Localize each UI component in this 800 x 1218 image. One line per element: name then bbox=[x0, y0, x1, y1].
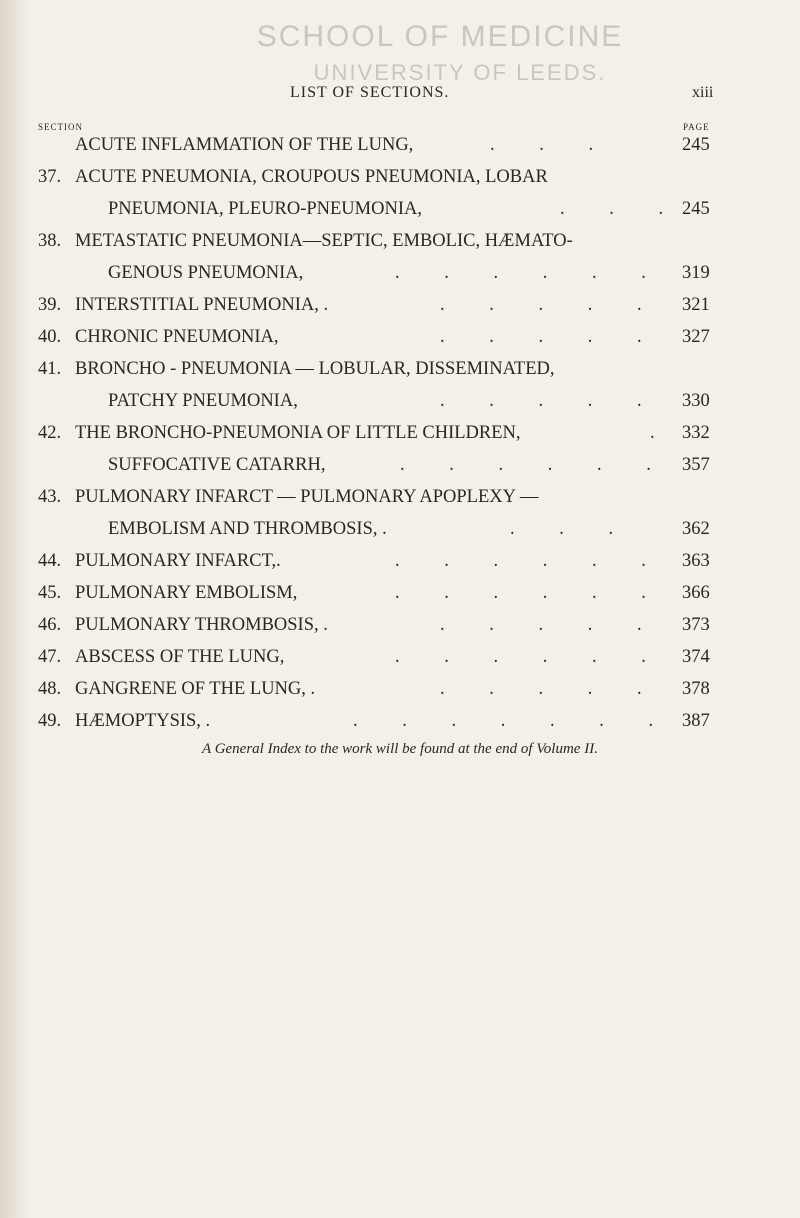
list-item bbox=[0, 583, 800, 609]
section-page: 332 bbox=[682, 423, 710, 443]
section-number: 42. bbox=[38, 423, 62, 443]
section-title: THE BRONCHO-PNEUMONIA OF LITTLE CHILDREN, bbox=[75, 423, 521, 443]
section-page: 245 bbox=[682, 135, 710, 155]
list-item bbox=[0, 551, 800, 577]
page-column-heading: PAGE bbox=[683, 122, 710, 132]
page-header bbox=[0, 84, 800, 106]
section-number: 39. bbox=[38, 295, 62, 315]
section-page: 330 bbox=[682, 391, 710, 411]
dot-leader: . . . . . . bbox=[400, 455, 671, 475]
section-title: SUFFOCATIVE CATARRH, bbox=[108, 455, 326, 475]
library-stamp-line1: SCHOOL OF MEDICINE bbox=[256, 20, 624, 53]
dot-leader: . . . bbox=[490, 135, 614, 155]
dot-leader: . . . . . . . bbox=[353, 711, 674, 731]
section-title: PULMONARY THROMBOSIS, . bbox=[75, 615, 328, 635]
section-title: GENOUS PNEUMONIA, bbox=[108, 263, 304, 283]
dot-leader: . . . . . bbox=[440, 391, 662, 411]
section-page: 387 bbox=[682, 711, 710, 731]
section-number: 43. bbox=[38, 487, 62, 507]
section-number: 41. bbox=[38, 359, 62, 379]
list-item bbox=[0, 647, 800, 673]
section-number: 48. bbox=[38, 679, 62, 699]
section-page: 373 bbox=[682, 615, 710, 635]
list-item bbox=[0, 679, 800, 705]
section-title: BRONCHO - PNEUMONIA — LOBULAR, DISSEMINATED, bbox=[75, 359, 555, 379]
list-item bbox=[0, 327, 800, 353]
list-item bbox=[0, 615, 800, 641]
dot-leader: . . . . . bbox=[440, 327, 662, 347]
section-title: PULMONARY INFARCT — PULMONARY APOPLEXY — bbox=[75, 487, 539, 507]
section-title: EMBOLISM AND THROMBOSIS, . bbox=[108, 519, 387, 539]
dot-leader: . . . . . bbox=[440, 615, 662, 635]
list-item bbox=[0, 263, 800, 289]
dot-leader: . bbox=[650, 423, 675, 443]
section-title: GANGRENE OF THE LUNG, . bbox=[75, 679, 316, 699]
section-title: PULMONARY INFARCT,. bbox=[75, 551, 281, 571]
section-title: HÆMOPTYSIS, . bbox=[75, 711, 211, 731]
section-page: 374 bbox=[682, 647, 710, 667]
dot-leader: . . . . . . bbox=[395, 263, 666, 283]
section-number: 46. bbox=[38, 615, 62, 635]
section-number: 40. bbox=[38, 327, 62, 347]
section-page: 321 bbox=[682, 295, 710, 315]
section-number: 47. bbox=[38, 647, 62, 667]
section-title: PULMONARY EMBOLISM, bbox=[75, 583, 298, 603]
section-number: 38. bbox=[38, 231, 62, 251]
section-title: PNEUMONIA, PLEURO-PNEUMONIA, bbox=[108, 199, 422, 219]
list-item bbox=[0, 167, 800, 193]
library-stamp-line2: UNIVERSITY OF LEEDS. bbox=[313, 60, 607, 85]
section-page: 363 bbox=[682, 551, 710, 571]
section-page: 319 bbox=[682, 263, 710, 283]
dot-leader: . . . . . bbox=[440, 679, 662, 699]
list-item bbox=[0, 423, 800, 449]
list-item bbox=[0, 455, 800, 481]
section-page: 366 bbox=[682, 583, 710, 603]
list-item bbox=[0, 231, 800, 257]
section-title: PATCHY PNEUMONIA, bbox=[108, 391, 298, 411]
section-page: 357 bbox=[682, 455, 710, 475]
dot-leader: . . . . . . bbox=[395, 583, 666, 603]
list-item bbox=[0, 135, 800, 161]
list-item bbox=[0, 519, 800, 545]
dot-leader: . . . bbox=[510, 519, 634, 539]
section-title: INTERSTITIAL PNEUMONIA, . bbox=[75, 295, 329, 315]
section-title: METASTATIC PNEUMONIA—SEPTIC, EMBOLIC, HÆMATO- bbox=[75, 231, 573, 251]
list-item bbox=[0, 487, 800, 513]
list-item bbox=[0, 711, 800, 737]
dot-leader: . . . . . . bbox=[395, 551, 666, 571]
list-item bbox=[0, 295, 800, 321]
section-page: 327 bbox=[682, 327, 710, 347]
running-title: LIST OF SECTIONS. bbox=[290, 84, 450, 101]
section-page: 245 bbox=[682, 199, 710, 219]
section-title: CHRONIC PNEUMONIA, bbox=[75, 327, 279, 347]
list-item bbox=[0, 391, 800, 417]
section-title: ACUTE PNEUMONIA, CROUPOUS PNEUMONIA, LOBAR bbox=[75, 167, 548, 187]
section-number: 37. bbox=[38, 167, 62, 187]
index-footnote: A General Index to the work will be found at the end of Volume II. bbox=[202, 741, 598, 757]
section-page: 378 bbox=[682, 679, 710, 699]
dot-leader: . . . . . . bbox=[395, 647, 666, 667]
section-number: 44. bbox=[38, 551, 62, 571]
section-column-heading: SECTION bbox=[38, 122, 83, 132]
section-number: 49. bbox=[38, 711, 62, 731]
section-title: ABSCESS OF THE LUNG, bbox=[75, 647, 285, 667]
list-item bbox=[0, 359, 800, 385]
section-page: 362 bbox=[682, 519, 710, 539]
section-title: ACUTE INFLAMMATION OF THE LUNG, bbox=[75, 135, 414, 155]
dot-leader: . . . bbox=[560, 199, 684, 219]
dot-leader: . . . . . bbox=[440, 295, 662, 315]
page-number: xiii bbox=[692, 84, 714, 101]
list-item bbox=[0, 199, 800, 225]
section-number: 45. bbox=[38, 583, 62, 603]
